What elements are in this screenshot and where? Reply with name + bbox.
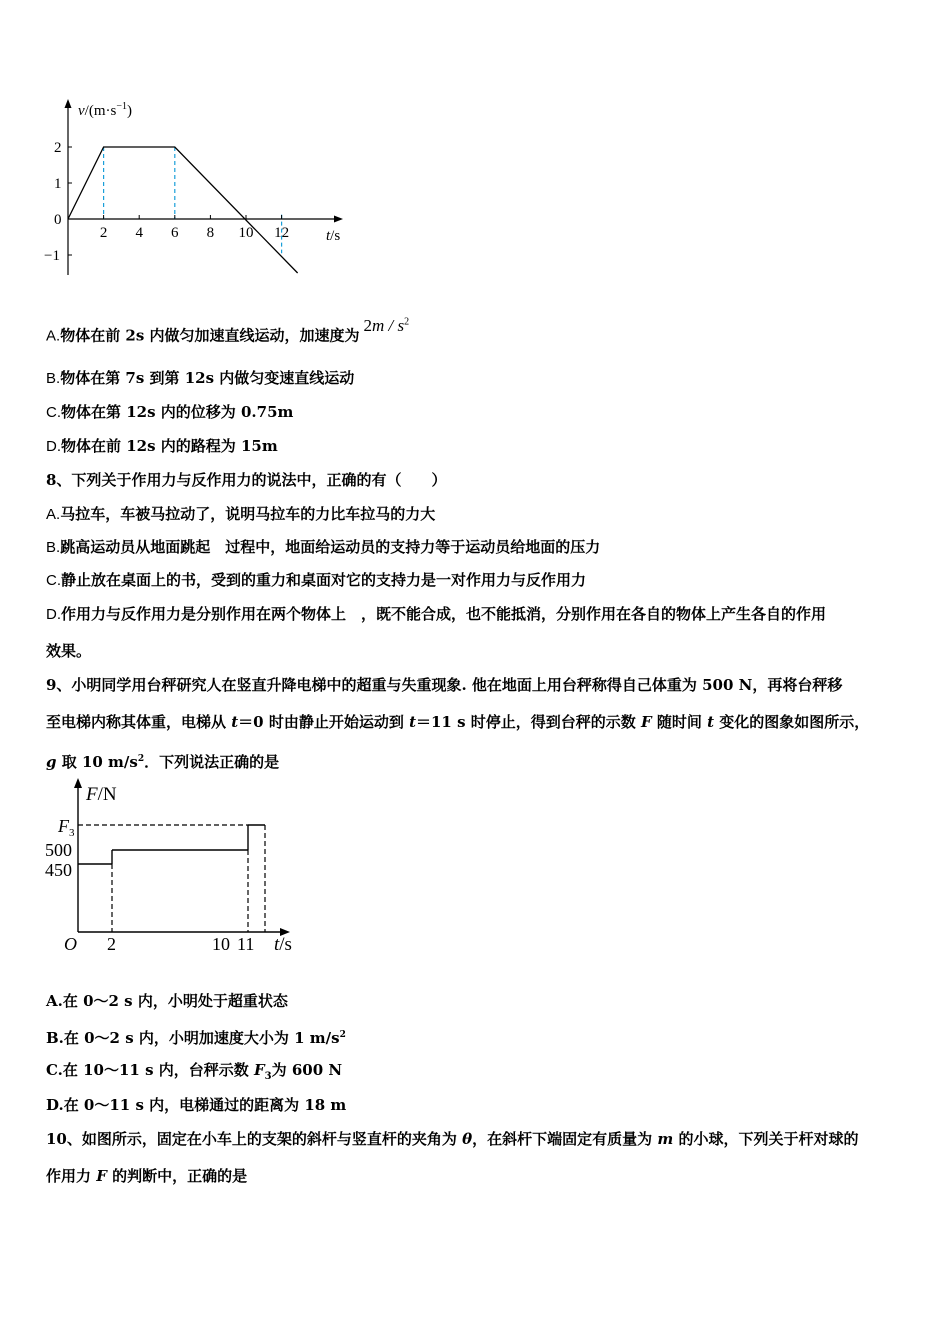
q7-option-d: D.物体在前 12s 内的路程为 15m bbox=[46, 437, 278, 455]
q8-option-d: D.作用力与反作用力是分别作用在两个物体上 ，既不能合成，也不能抵消，分别作用在各自的物体上产生各自的作用 bbox=[46, 605, 827, 623]
ft-tick-2: 2 bbox=[107, 934, 116, 954]
ft-f3-label: $F_3$ bbox=[58, 816, 75, 839]
ft-origin: O bbox=[64, 934, 77, 954]
q7-acceleration-math: $2m / s^2$ bbox=[363, 315, 410, 335]
q9-option-d: D.在 0～11 s 内，电梯通过的距离为 18 m bbox=[46, 1096, 347, 1114]
ft-tick-10: 10 bbox=[212, 934, 230, 954]
q7-option-b: B.物体在第 7s 到第 12s 内做匀变速直线运动 bbox=[46, 369, 355, 387]
ft-y-arrow bbox=[74, 778, 82, 788]
q8-option-d-cont: 效果。 bbox=[46, 642, 92, 660]
vt-x-tick-label-6: 6 bbox=[171, 225, 179, 241]
q9-option-a: A.在 0～2 s 内，小明处于超重状态 bbox=[46, 992, 288, 1010]
q9-stem-line1: 9、小明同学用台秤研究人在竖直升降电梯中的超重与失重现象. 他在地面上用台秤称得自己体重为 500 N，再将台秤移 bbox=[46, 676, 843, 694]
ft-x-label: t/s bbox=[274, 934, 292, 955]
q8-option-c: C.静止放在桌面上的书，受到的重力和桌面对它的支持力是一对作用力与反作用力 bbox=[46, 571, 587, 589]
vt-y-label: $v/(m\cdot s^{-1})$ bbox=[78, 101, 132, 119]
vt-x-tick-label-10: 10 bbox=[238, 225, 254, 241]
ft-graph bbox=[40, 772, 310, 962]
vt-x-tick-label-2: 2 bbox=[99, 225, 108, 241]
vt-y-arrow bbox=[65, 99, 72, 108]
vt-graph bbox=[40, 95, 400, 295]
q9-option-c: C.在 10～11 s 内，台秤示数 $F_3$为 600 N bbox=[46, 1061, 343, 1082]
vt-x-tick-label-12: 12 bbox=[274, 225, 290, 241]
vt-y-tick-label-1: 1 bbox=[54, 176, 62, 192]
q8-stem: 8、下列关于作用力与反作用力的说法中，正确的有（ ） bbox=[46, 471, 447, 489]
ft-tick-450: 450 bbox=[45, 860, 72, 880]
vt-y-tick-label-0: 2 bbox=[54, 140, 62, 156]
vt-x-tick-label-4: 4 bbox=[135, 225, 143, 241]
vt-y-tick-label-3: −1 bbox=[44, 248, 60, 264]
q8-option-a: A.马拉车，车被马拉动了，说明马拉车的力比车拉马的力大 bbox=[46, 505, 436, 523]
vt-x-arrow bbox=[334, 216, 343, 223]
q9-stem-line2: 至电梯内称其体重，电梯从 t＝0 时由静止开始运动到 t＝11 s 时停止，得到台秤的示数 F 随时间 t 变化的图象如图所示， bbox=[46, 713, 870, 731]
q9-option-b: B.在 0～2 s 内，小明加速度大小为 1 $m/s^2$ bbox=[46, 1029, 346, 1047]
q10-stem-line1: 10、如图所示，固定在小车上的支架的斜杆与竖直杆的夹角为 θ，在斜杆下端固定有质量为 m 的小球，下列关于杆对球的 bbox=[46, 1130, 859, 1148]
vt-x-tick-label-8: 8 bbox=[206, 225, 215, 241]
q9-stem-line3: g 取 10 $m/s^2$．下列说法正确的是 bbox=[46, 753, 280, 771]
vt-y-tick-label-2: 0 bbox=[54, 212, 62, 228]
ft-y-label: F/N bbox=[86, 784, 117, 805]
q7-option-a: A.物体在前 2s 内做匀加速直线运动，加速度为$2m / s^2$ bbox=[46, 315, 410, 345]
q10-stem-line2: 作用力 F 的判断中，正确的是 bbox=[46, 1167, 248, 1185]
q8-option-b: B.跳高运动员从地面跳起 过程中，地面给运动员的支持力等于运动员给地面的压力 bbox=[46, 538, 601, 556]
q7-option-c: C.物体在第 12s 内的位移为 0.75m bbox=[46, 403, 294, 421]
ft-tick-11: 11 bbox=[237, 934, 255, 954]
vt-series-line bbox=[68, 147, 298, 273]
vt-x-label: t/s bbox=[326, 228, 341, 244]
ft-tick-500: 500 bbox=[45, 840, 72, 860]
